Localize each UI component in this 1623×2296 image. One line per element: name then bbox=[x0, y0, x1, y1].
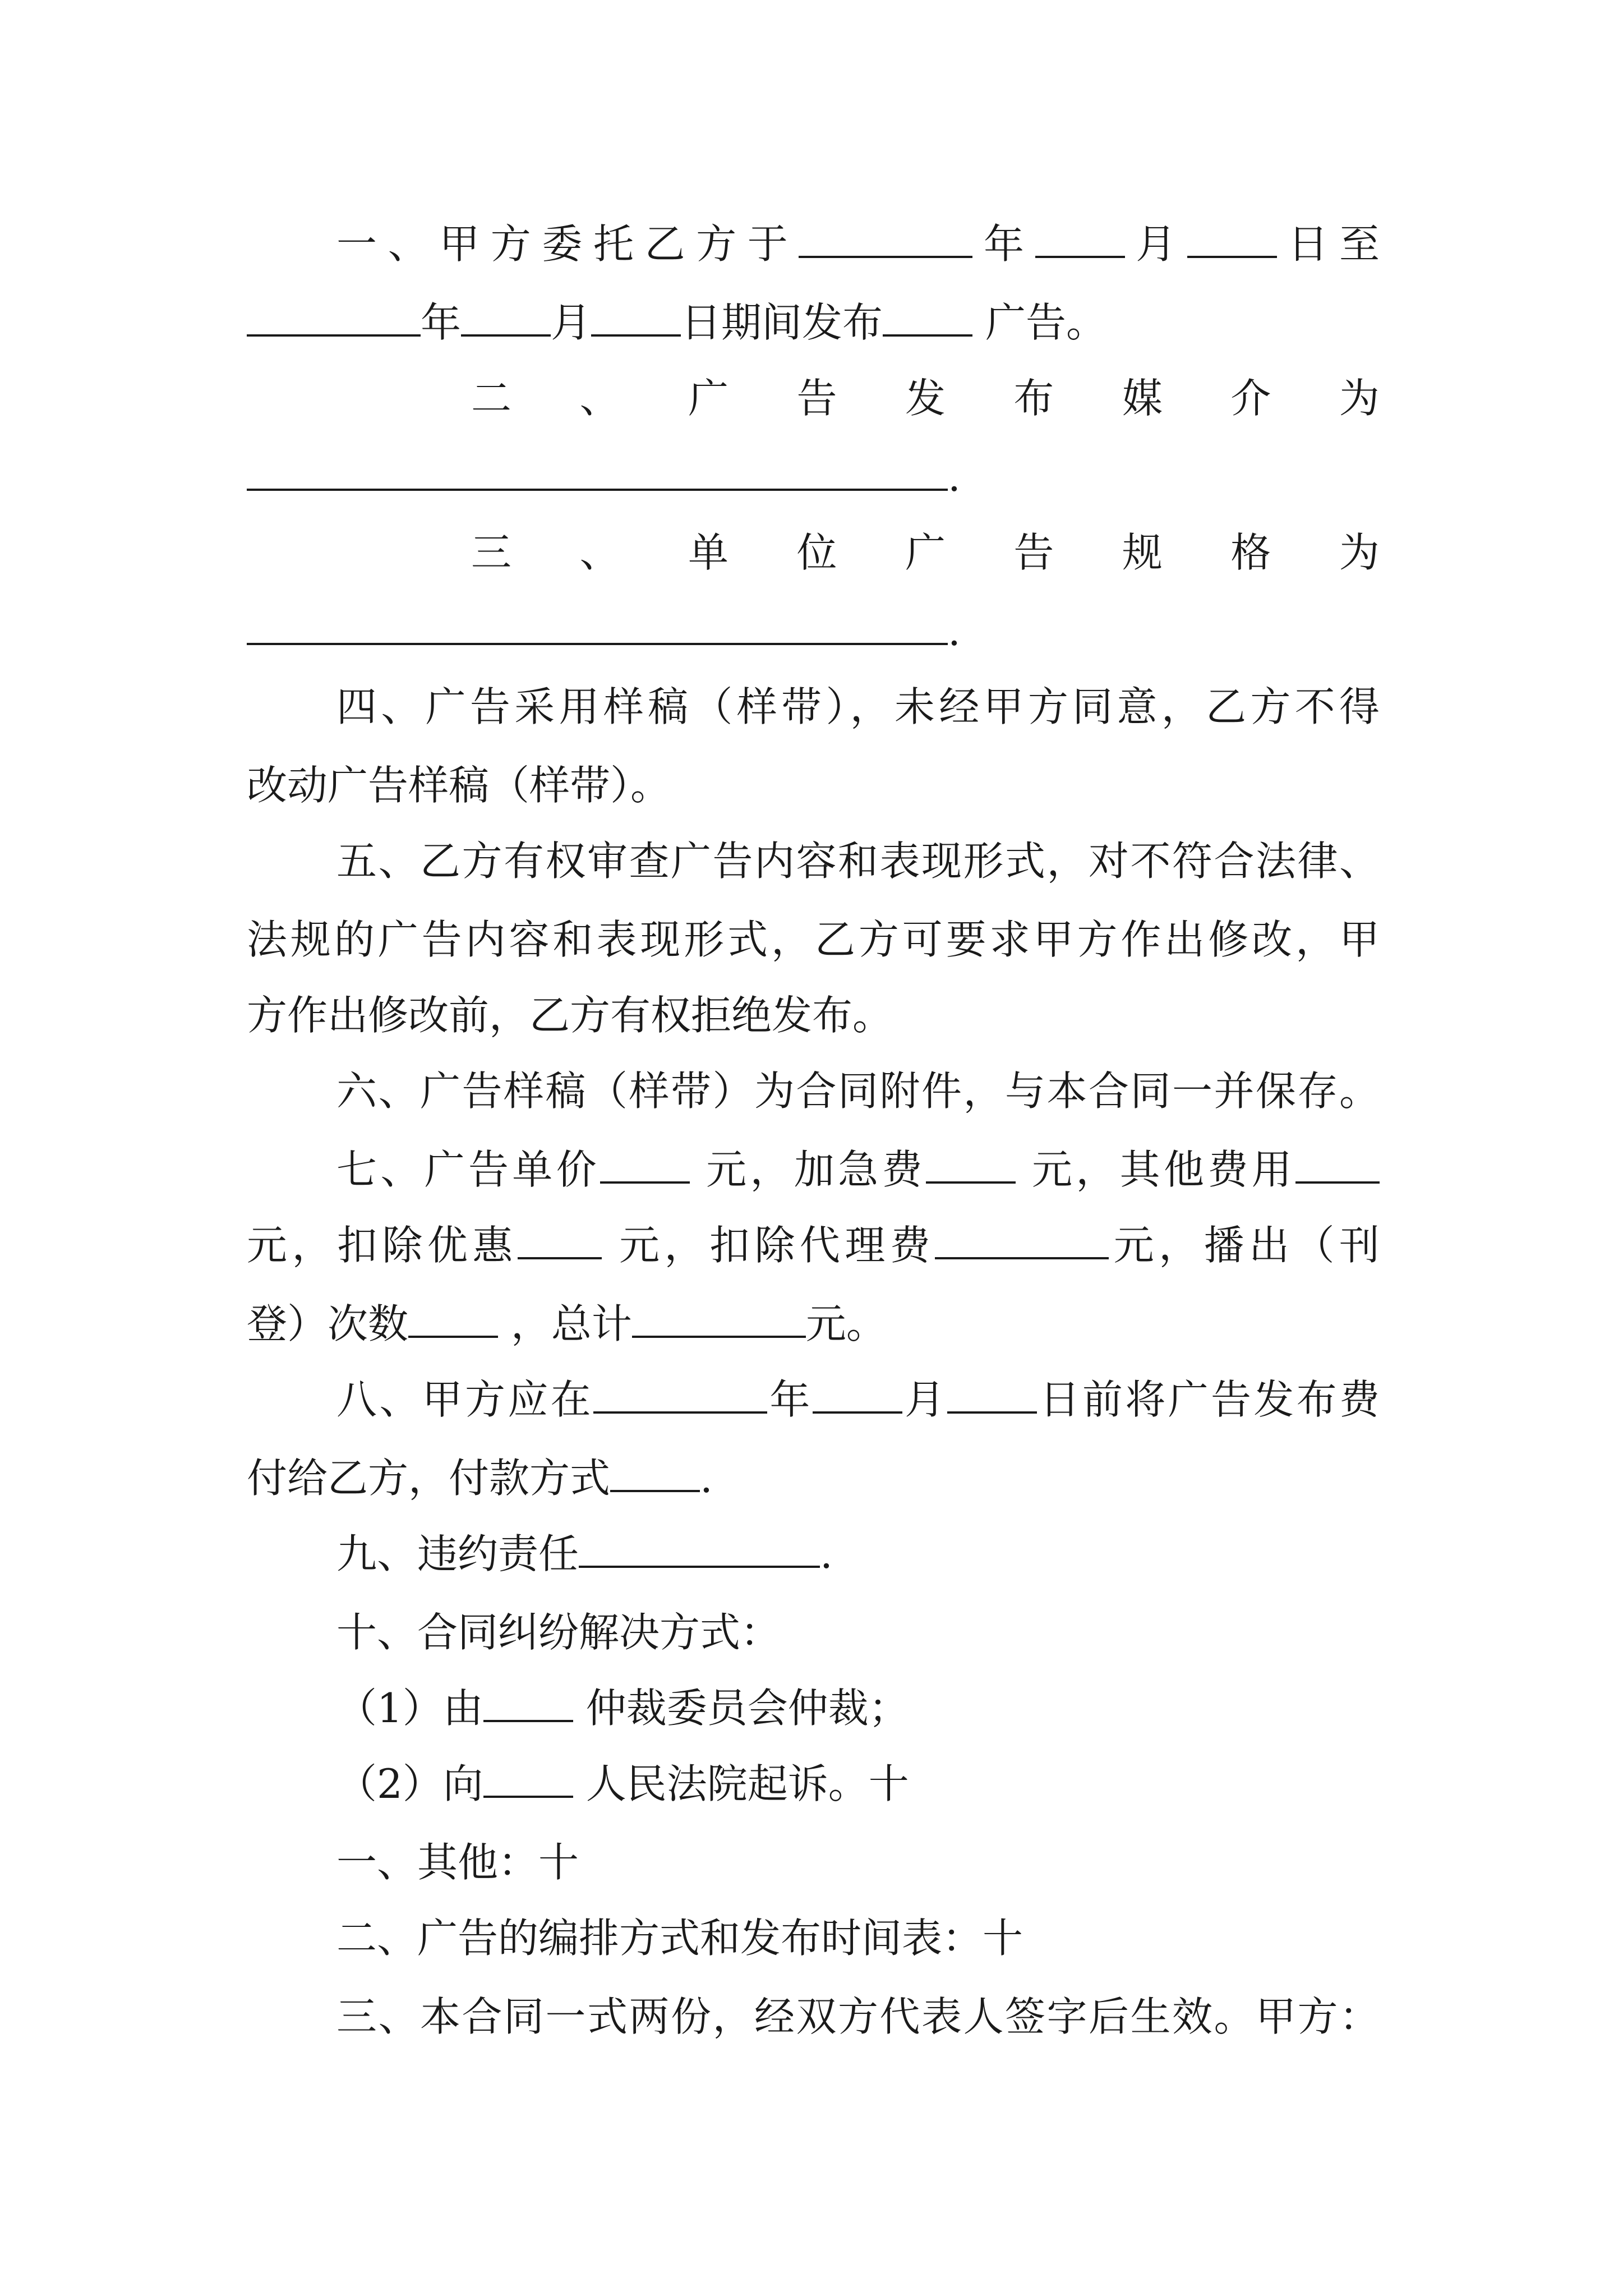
period-label: 日期间发布 bbox=[681, 299, 883, 346]
blank-unit-price[interactable] bbox=[600, 1143, 690, 1184]
clause-1-line-2 bbox=[247, 283, 1380, 362]
clause-3-char: 位 bbox=[796, 529, 837, 576]
month-label-2: 月 bbox=[551, 299, 592, 346]
clause-4-line-1: 四、广告采用样稿（样带），未经甲方同意，乙方不得 bbox=[336, 683, 1380, 730]
clause-3-char: 三 bbox=[471, 529, 512, 576]
rush-fee-label: 元，加急费 bbox=[706, 1146, 926, 1193]
clause-2-char: 媒 bbox=[1122, 375, 1163, 422]
clause-7-line-1 bbox=[247, 1130, 1380, 1209]
clause-2-char: 告 bbox=[796, 375, 837, 422]
blank-arbitration[interactable] bbox=[483, 1682, 573, 1722]
agency-fee-label: 元，扣除代理费 bbox=[619, 1222, 935, 1269]
total-label: ，总计 bbox=[510, 1300, 632, 1347]
clause-3-char: 告 bbox=[1013, 529, 1054, 576]
clause-2-char: 、 bbox=[579, 375, 620, 422]
month-label: 月 bbox=[1124, 220, 1187, 268]
clause-3-char: 广 bbox=[905, 529, 946, 576]
clause-2-end: . bbox=[948, 453, 961, 500]
payment-date-label: 八、甲方应在 bbox=[336, 1376, 593, 1423]
clause-1-text: 一、甲方委托乙方于 bbox=[336, 220, 799, 268]
blank-spec[interactable] bbox=[247, 605, 948, 645]
blank-day-2[interactable] bbox=[591, 296, 681, 337]
yuan-label: 元。 bbox=[805, 1300, 887, 1347]
clause-7-line-2 bbox=[247, 1206, 1380, 1285]
blank-payment-method[interactable] bbox=[610, 1452, 700, 1492]
blank-pay-month[interactable] bbox=[813, 1373, 902, 1414]
clause-6-line-1: 六、广告样稿（样带）为合同附件，与本合同一并保存。 bbox=[336, 1068, 1380, 1115]
clause-7-line-3 bbox=[247, 1285, 1380, 1363]
other-fee-label: 元，其他费用 bbox=[1032, 1146, 1295, 1193]
blank-ad-name[interactable] bbox=[883, 296, 972, 337]
blank-liability[interactable] bbox=[579, 1527, 820, 1568]
payment-method-label: 付给乙方，付款方式 bbox=[247, 1455, 611, 1502]
blank-pay-day[interactable] bbox=[947, 1373, 1037, 1414]
clause-8-end: . bbox=[700, 1455, 713, 1502]
blank-discount[interactable] bbox=[518, 1219, 602, 1259]
clause-3-char: 、 bbox=[579, 529, 620, 576]
clause-3-end: . bbox=[948, 608, 961, 655]
blank-day[interactable] bbox=[1187, 218, 1277, 258]
pay-year-label: 年 bbox=[767, 1376, 813, 1423]
court-label: 人民法院起诉。十 bbox=[585, 1760, 909, 1807]
clause-13-line-1: 三、本合同一式两份，经双方代表人签字后生效。甲方： bbox=[336, 1993, 1380, 2040]
count-label: 登）次数 bbox=[247, 1300, 409, 1347]
clause-10-line-1: 十、合同纠纷解决方式： bbox=[336, 1609, 781, 1656]
clause-2-char: 广 bbox=[688, 375, 728, 422]
clause-8-line-1 bbox=[247, 1360, 1380, 1439]
blank-month[interactable] bbox=[1035, 218, 1125, 258]
clause-12-line-1: 二、广告的编排方式和发布时间表：十 bbox=[336, 1915, 1023, 1962]
blank-total[interactable] bbox=[632, 1297, 806, 1338]
year-label: 年 bbox=[972, 220, 1035, 268]
clause-5-line-1: 五、乙方有权审查广告内容和表现形式，对不符合法律、 bbox=[336, 838, 1380, 885]
option-1-label: （1）由 bbox=[336, 1685, 483, 1732]
arbitration-label: 仲裁委员会仲裁； bbox=[585, 1685, 909, 1732]
option-2-label: （2）向 bbox=[336, 1760, 483, 1807]
clause-9-end: . bbox=[820, 1530, 833, 1577]
blank-month-2[interactable] bbox=[461, 296, 551, 337]
liability-label: 九、违约责任 bbox=[336, 1530, 579, 1577]
clause-2-char: 二 bbox=[471, 375, 512, 422]
unit-price-label: 七、广告单价 bbox=[336, 1146, 600, 1193]
clause-2-line-2 bbox=[247, 438, 1380, 516]
discount-label: 元，扣除优惠 bbox=[247, 1222, 518, 1269]
clause-8-line-2 bbox=[247, 1439, 1380, 1517]
clause-2-char: 布 bbox=[1013, 375, 1054, 422]
year-label-2: 年 bbox=[421, 299, 462, 346]
clause-5-line-2: 法规的广告内容和表现形式，乙方可要求甲方作出修改，甲 bbox=[247, 916, 1380, 963]
blank-rush-fee[interactable] bbox=[926, 1143, 1016, 1184]
day-label: 日至 bbox=[1276, 220, 1380, 268]
blank-agency-fee[interactable] bbox=[935, 1219, 1109, 1259]
clause-3-char: 为 bbox=[1339, 529, 1380, 576]
clause-9-line-1 bbox=[247, 1515, 1380, 1593]
clause-3-char: 规 bbox=[1122, 529, 1163, 576]
clause-2-char: 发 bbox=[905, 375, 946, 422]
clause-2-char: 介 bbox=[1230, 375, 1271, 422]
blank-year[interactable] bbox=[799, 218, 972, 258]
pay-day-label: 日前将广告发布费 bbox=[1037, 1376, 1380, 1423]
blank-other-fee[interactable] bbox=[1295, 1143, 1380, 1184]
blank-media[interactable] bbox=[247, 450, 948, 491]
clause-3-char: 格 bbox=[1230, 529, 1271, 576]
blank-count[interactable] bbox=[408, 1297, 498, 1338]
clause-3-line-2 bbox=[247, 592, 1380, 670]
blank-year-2[interactable] bbox=[247, 296, 421, 337]
pay-month-label: 月 bbox=[902, 1376, 948, 1423]
clause-10-option-2 bbox=[247, 1745, 1380, 1823]
ad-label: 广告。 bbox=[985, 299, 1106, 346]
blank-court[interactable] bbox=[483, 1757, 573, 1798]
clause-3-char: 单 bbox=[688, 529, 728, 576]
clause-3-line-1 bbox=[247, 513, 1380, 592]
clause-4-line-2: 改动广告样稿（样带）。 bbox=[247, 762, 671, 809]
blank-pay-year[interactable] bbox=[593, 1373, 767, 1414]
broadcast-label: 元，播出（刊 bbox=[1109, 1222, 1380, 1269]
clause-2-char: 为 bbox=[1339, 375, 1380, 422]
clause-2-line-1 bbox=[247, 359, 1380, 438]
clause-1-line-1 bbox=[247, 205, 1380, 283]
clause-11-line-1: 一、其他：十 bbox=[336, 1839, 579, 1886]
clause-5-line-3: 方作出修改前，乙方有权拒绝发布。 bbox=[247, 992, 893, 1039]
clause-10-option-1 bbox=[247, 1669, 1380, 1747]
